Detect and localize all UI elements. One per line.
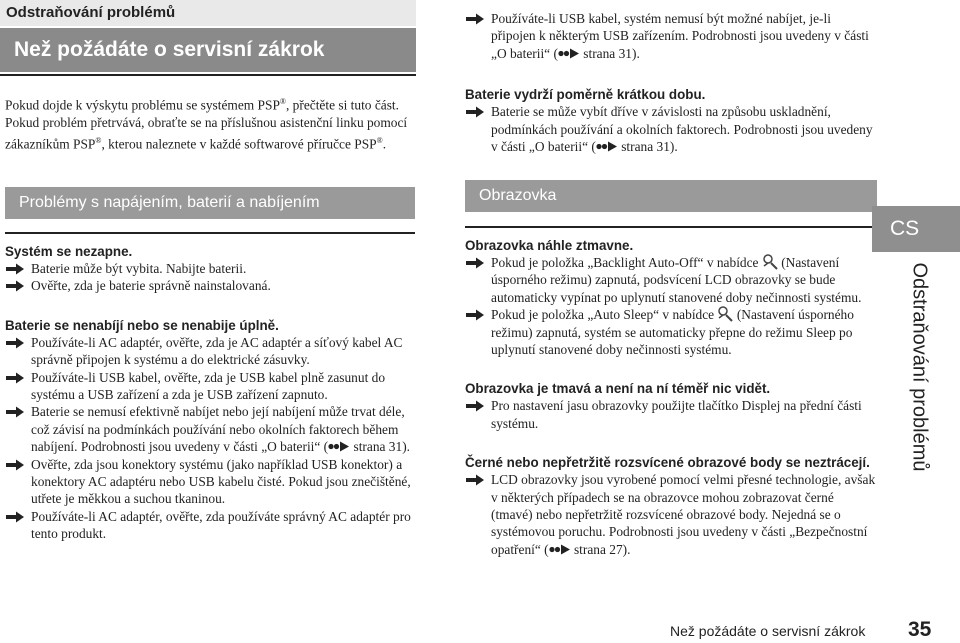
- arrow-right-icon: [5, 372, 25, 384]
- question-system-wont-start: Systém se nezapne.: [5, 244, 133, 259]
- page-title: Než požádáte o servisní zákrok: [0, 28, 416, 72]
- bullet-text: Ověřte, zda je baterie správně nainstalovaná.: [31, 278, 271, 294]
- power-save-settings-icon: [717, 306, 733, 322]
- arrow-right-icon: [5, 511, 25, 523]
- bullet-text: strana 27).: [570, 541, 631, 557]
- intro-paragraph: [5, 93, 417, 154]
- section-divider: [5, 232, 415, 234]
- page-reference-icon: [558, 48, 580, 59]
- header-divider: [0, 74, 416, 76]
- bullet-text: Baterie se může vybít dříve v závislosti na způsobu uskladnění, podmínkách používání a okolních faktorech. Podrobnosti jsou uvedeny v části „O baterii“ (: [491, 104, 873, 155]
- page-header: [0, 0, 416, 76]
- screen-column: [465, 237, 877, 558]
- arrow-right-icon: [5, 337, 25, 349]
- section-heading-power: Problémy s napájením, baterií a nabíjením: [5, 187, 415, 219]
- list-item: [5, 260, 417, 277]
- question-pixels: Černé nebo nepřetržitě rozsvícené obrazové body se neztrácejí.: [465, 455, 870, 471]
- arrow-right-icon: [5, 459, 25, 471]
- bullet-text: strana 31).: [579, 45, 640, 61]
- bullet-text: strana 31).: [617, 139, 678, 155]
- list-item: [5, 508, 417, 543]
- header-category: Odstraňování problémů: [0, 0, 416, 26]
- page-reference-icon: [596, 141, 618, 152]
- registered-mark: ®: [279, 97, 286, 106]
- list-item: [5, 277, 417, 294]
- bullet-text: Používáte-li AC adaptér, ověřte, zda používáte správný AC adaptér pro tento produkt.: [31, 508, 411, 542]
- question-screen-darkens: Obrazovka náhle ztmavne.: [465, 238, 634, 253]
- bullet-text: Používáte-li AC adaptér, ověřte, zda je AC adaptér a síťový kabel AC správně připojen k systému a do elektrické zásuvky.: [31, 334, 403, 368]
- list-item: [5, 369, 417, 404]
- arrow-right-icon: [5, 263, 25, 275]
- arrow-right-icon: [465, 474, 485, 486]
- question-screen-dark: Obrazovka je tmavá a není na ní téměř nic vidět.: [465, 381, 771, 397]
- bullet-text: Ověřte, zda jsou konektory systému (jako například USB konektor) a konektory AC adaptéru nebo USB kabelu čisté. Pokud jsou znečištěné, utřete je měkkou a suchou tkaninou.: [31, 456, 411, 507]
- question-battery-short-life: Baterie vydrží poměrně krátkou dobu.: [465, 87, 706, 103]
- bullet-text: Baterie může být vybita. Nabijte baterii.: [31, 261, 247, 276]
- bullet-text: LCD obrazovky jsou vyrobené pomocí velmi přesné technologie, avšak v některých případech se na obrazovce mohou zobrazovat černé (tmavé) nebo nepřetržitě rozsvícené obrazové body. Nejedná se o systémovou poruchu. Podrobnosti jsou uvedeny v části „Bezpečnostní opatření“ (: [491, 472, 876, 557]
- arrow-right-icon: [465, 13, 485, 25]
- bullet-text: (Nastavení úsporného režimu) zapnutá, systém se automaticky přepne do režimu Sleep po uplynutí stanovené doby nečinnosti systému.: [491, 307, 854, 358]
- section-divider: [465, 226, 877, 228]
- arrow-right-icon: [5, 280, 25, 292]
- bullet-text: Pokud je položka „Auto Sleep“ v nabídce: [491, 307, 718, 323]
- page-number: 35: [908, 618, 932, 641]
- list-item: [5, 334, 417, 369]
- bullet-text: Používáte-li USB kabel, ověřte, zda je USB kabel plně zasunut do systému a USB zařízení a zda je USB zařízení zapnuto.: [31, 369, 386, 403]
- arrow-right-icon: [5, 406, 25, 418]
- registered-mark: ®: [95, 136, 102, 146]
- battery-continued-column: [465, 10, 877, 155]
- section-heading-screen: Obrazovka: [465, 180, 877, 212]
- list-item: [5, 456, 417, 508]
- list-item: [465, 397, 877, 432]
- bullet-text: Baterie se nemusí efektivně nabíjet nebo její nabíjení může trvat déle, což závisí na podmínkách používání nebo okolních faktorech během nabíjení. Podrobnosti jsou uvedeny v části „O baterii“ (: [31, 404, 405, 455]
- side-chapter-title: [900, 262, 940, 500]
- page-reference-icon: [549, 544, 571, 555]
- footer-section-name: Než požádáte o servisní zákrok: [670, 623, 866, 639]
- intro-text-4: .: [382, 136, 387, 152]
- intro-text-2: , přečtěte si tuto část. Pokud problém přetrvává, obraťte se na příslušnou asistenční linku pomocí zákazníkům PSP: [5, 97, 408, 152]
- list-item: [465, 471, 877, 558]
- bullet-text: strana 31).: [350, 439, 411, 455]
- arrow-right-icon: [465, 400, 485, 412]
- intro-text-1: Pokud dojde k výskytu problému se systémem PSP: [5, 97, 280, 113]
- language-tab: CS: [872, 206, 960, 252]
- bullet-text: Pokud je položka „Backlight Auto-Off“ v nabídce: [491, 255, 762, 270]
- bullet-text: (Nastavení úsporného režimu) zapnutá, podsvícení LCD obrazovky se bude automaticky vypínat po uplynutí stanovené doby nečinnosti systému.: [491, 255, 862, 305]
- list-item: [5, 403, 417, 455]
- page-reference-icon: [328, 441, 350, 452]
- power-save-settings-icon: [762, 254, 778, 270]
- question-battery-not-charging: Baterie se nenabíjí nebo se nenabije úplně.: [5, 317, 279, 333]
- registered-mark: ®: [376, 136, 383, 146]
- list-item: [465, 103, 877, 155]
- arrow-right-icon: [465, 309, 485, 321]
- side-title-text: Odstraňování problémů: [908, 262, 931, 472]
- bullet-text: Používáte-li USB kabel, systém nemusí být možné nabíjet, je-li připojen k některým USB zařízením. Podrobnosti jsou uvedeny v části „O baterii“ (: [491, 11, 869, 61]
- intro-text-3: , kterou naleznete v každé softwarové příručce PSP: [101, 136, 377, 152]
- list-item: [465, 254, 877, 306]
- list-item: [465, 306, 877, 358]
- power-column: [5, 243, 417, 543]
- arrow-right-icon: [465, 106, 485, 118]
- arrow-right-icon: [465, 257, 485, 269]
- bullet-text: Pro nastavení jasu obrazovky použijte tlačítko Displej na přední části systému.: [491, 398, 862, 431]
- list-item: [465, 10, 877, 62]
